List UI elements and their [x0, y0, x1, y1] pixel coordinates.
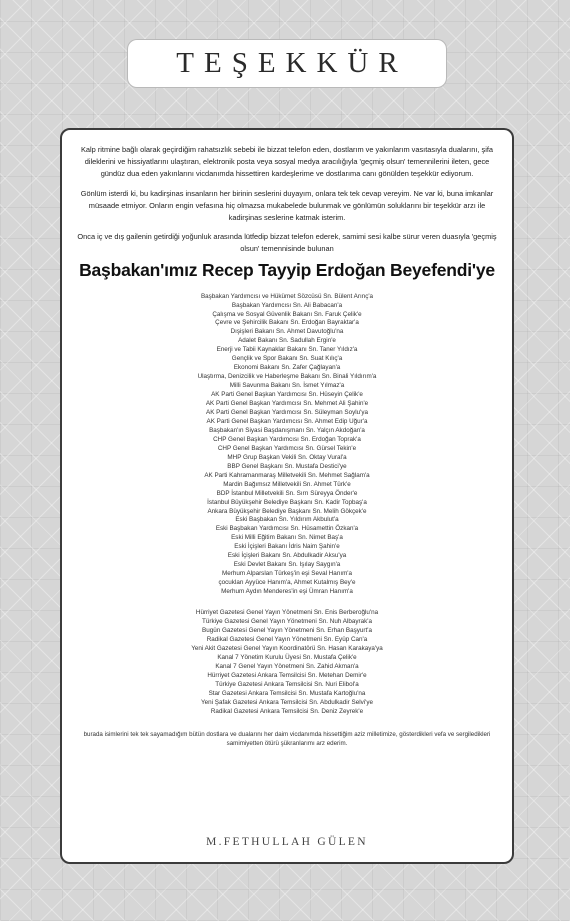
official-list-item: Enerji ve Tabii Kaynaklar Bakanı Sn. Taner Yıldız'a	[216, 346, 358, 354]
official-list-item: CHP Genel Başkan Yardımcısı Sn. Gürsel Tekin'e	[217, 444, 357, 452]
official-list-item: Başbakan Yardımcısı ve Hükümet Sözcüsü Sn. Bülent Arınç'a	[200, 292, 374, 300]
official-list-item: Çalışma ve Sosyal Güvenlik Bakanı Sn. Faruk Çelik'e	[212, 310, 362, 318]
official-list-item: Başbakan Yardımcısı Sn. Ali Babacan'a	[231, 301, 343, 309]
media-list	[72, 609, 502, 716]
media-list-item: Türkiye Gazetesi Genel Yayın Yönetmeni Sn. Nuh Albayrak'a	[202, 617, 372, 625]
official-list-item: Çevre ve Şehircilik Bakanı Sn. Erdoğan Bayraktar'a	[215, 319, 359, 327]
official-list-item: Dışişleri Bakanı Sn. Ahmet Davutoğlu'na	[230, 328, 344, 336]
page-title: TEŞEKKÜR	[176, 47, 408, 79]
official-list-item: Ulaştırma, Denizcilik ve Haberleşme Bakanı Sn. Binali Yıldırım'a	[197, 373, 377, 381]
official-list-item: AK Parti Kahramanmaraş Milletvekili Sn. Mehmet Sağlam'a	[204, 471, 370, 479]
paragraph-wish: Gönlüm isterdi ki, bu kadirşinas insanların her birinin seslerini duyayım, onlara tek tek cevap vereyim. Ne var ki, buna imkanlar müsaade etmiyor. Onların engin vefasına hiç olmazsa mukabelede bulunmak ve gönlümün soluklarını bir teşekkür arzı ile kadirşinas seslerine katmak isterim.	[80, 188, 494, 223]
official-list-item: Ekonomi Bakanı Sn. Zafer Çağlayan'a	[233, 364, 341, 372]
media-list-item: Star Gazetesi Ankara Temsilcisi Sn. Mustafa Kartoğlu'na	[208, 689, 366, 697]
official-list-item: Başbakan'ın Siyasi Başdanışmanı Sn. Yalçın Akdoğan'a	[209, 426, 365, 434]
official-list-item: çocukları Ayyüce Hanım'a, Ahmet Kutalmış Bey'e	[218, 579, 356, 587]
official-list-item: AK Parti Genel Başkan Yardımcısı Sn. Süleyman Soylu'ya	[206, 409, 368, 417]
letter-body	[72, 144, 502, 854]
media-list-item: Hürriyet Gazetesi Ankara Temsilcisi Sn. Metehan Demir'e	[207, 671, 367, 679]
official-list-item: Ankara Büyükşehir Belediye Başkanı Sn. Melih Gökçek'e	[207, 507, 367, 515]
media-list-item: Radikal Gazetesi Genel Yayın Yönetmeni Sn. Eyüp Can'a	[206, 635, 368, 643]
official-list-item: Eski Milli Eğitim Bakanı Sn. Nimet Baş'a	[231, 534, 343, 542]
official-list-item: Mardin Bağımsız Milletvekili Sn. Ahmet Türk'e	[223, 480, 351, 488]
official-list-item: AK Parti Genel Başkan Yardımcısı Sn. Mehmet Ali Şahin'e	[205, 400, 369, 408]
official-list-item: Milli Savunma Bakanı Sn. İsmet Yılmaz'a	[229, 382, 345, 390]
paragraph-call: Onca iç ve dış gailenin getirdiği yoğunluk arasında lütfedip bizzat telefon ederek, samimi sesi kalbe sürur veren duasıyla 'geçmiş olsun' temennisinde bulunan	[77, 232, 497, 254]
letter-card	[60, 128, 514, 864]
paragraph-gratitude: Kalp ritmine bağlı olarak geçirdiğim rahatsızlık sebebi ile bizzat telefon eden, dostlarım ve yakınlarım vasıtasıyla dualarını, şifa dileklerini ve hissiyatlarını ulaştıran, elektronik posta veya sosyal medya aracılığıyla 'geçmiş olsun' temennilerini ileten, gece gündüz dua eden yakınlarını vicdanımda hissettiren kardeşlerime ve dostlarıma canı gönülden teşekkür ediyorum.	[80, 145, 494, 179]
media-list-item: Kanal 7 Yönetim Kurulu Üyesi Sn. Mustafa Çelik'e	[217, 653, 357, 661]
official-list-item: MHP Grup Başkan Vekili Sn. Oktay Vural'a	[227, 453, 347, 461]
media-list-item: Hürriyet Gazetesi Genel Yayın Yönetmeni Sn. Enis Berberoğlu'na	[195, 609, 379, 617]
official-list-item: BBP Genel Başkanı Sn. Mustafa Destici'ye	[227, 462, 347, 470]
official-list-item: CHP Genel Başkan Yardımcısı Sn. Erdoğan Toprak'a	[213, 435, 361, 443]
media-list-item: Türkiye Gazetesi Ankara Temsilcisi Sn. Nuri Elibol'a	[215, 680, 359, 688]
official-list-item: AK Parti Genel Başkan Yardımcısı Sn. Hüseyin Çelik'e	[211, 391, 363, 399]
media-list-item: Radikal Gazetesi Ankara Temsilcisi Sn. Deniz Zeyrek'e	[210, 707, 364, 715]
official-list-item: Merhum Alparslan Türkeş'in eşi Seval Hanım'a	[221, 570, 353, 578]
headline: Başbakan'ımız Recep Tayyip Erdoğan Beyefendi'ye	[79, 259, 495, 280]
official-list-item: Merhum Aydın Menderes'in eşi Ümran Hanım'a	[221, 588, 353, 596]
official-list-item: İstanbul Büyükşehir Belediye Başkanı Sn. Kadir Topbaş'a	[207, 498, 367, 506]
title-plate	[128, 40, 446, 87]
official-list-item: Eski İçişleri Bakanı İdris Naim Şahin'e	[234, 543, 340, 551]
closing-paragraph: burada isimlerini tek tek sayamadığım bütün dostlara ve dualarını her daim vicdanımda hissettiğim aziz milletimize, gösterdikleri vefa ve sergiledikleri samimiyetten ötürü şükranlarımı arz ederim.	[83, 731, 491, 748]
media-list-item: Yeni Şafak Gazetesi Ankara Temsilcisi Sn. Abdulkadir Selvi'ye	[200, 698, 373, 706]
official-list-item: BDP İstanbul Milletvekili Sn. Sırrı Süreyya Önder'e	[216, 489, 358, 497]
official-list-item: AK Parti Genel Başkan Yardımcısı Sn. Ahmet Edip Uğur'a	[206, 417, 368, 425]
signature: M.FETHULLAH GÜLEN	[206, 836, 368, 848]
media-list-item: Kanal 7 Genel Yayın Yönetmeni Sn. Zahid Akman'a	[215, 662, 359, 670]
official-list-item: Eski Başbakan Sn. Yıldırım Akbulut'a	[235, 516, 339, 524]
official-list-item: Eski Devlet Bakanı Sn. Işılay Saygın'a	[233, 561, 341, 569]
media-list-item: Bugün Gazetesi Genel Yayın Yönetmeni Sn. Erhan Başyurt'a	[202, 626, 372, 634]
official-list-item: Adalet Bakanı Sn. Sadullah Ergin'e	[238, 337, 336, 345]
official-list-item: Eski İçişleri Bakanı Sn. Abdulkadir Aksu'ya	[227, 552, 347, 560]
official-list-item: Gençlik ve Spor Bakanı Sn. Suat Kılıç'a	[231, 355, 343, 363]
media-list-item: Yeni Akit Gazetesi Genel Yayın Koordinatörü Sn. Hasan Karakaya'ya	[191, 644, 383, 652]
official-list-item: Eski Başbakan Yardımcısı Sn. Hüsamettin Özkan'a	[215, 525, 359, 533]
officials-list	[72, 293, 502, 597]
